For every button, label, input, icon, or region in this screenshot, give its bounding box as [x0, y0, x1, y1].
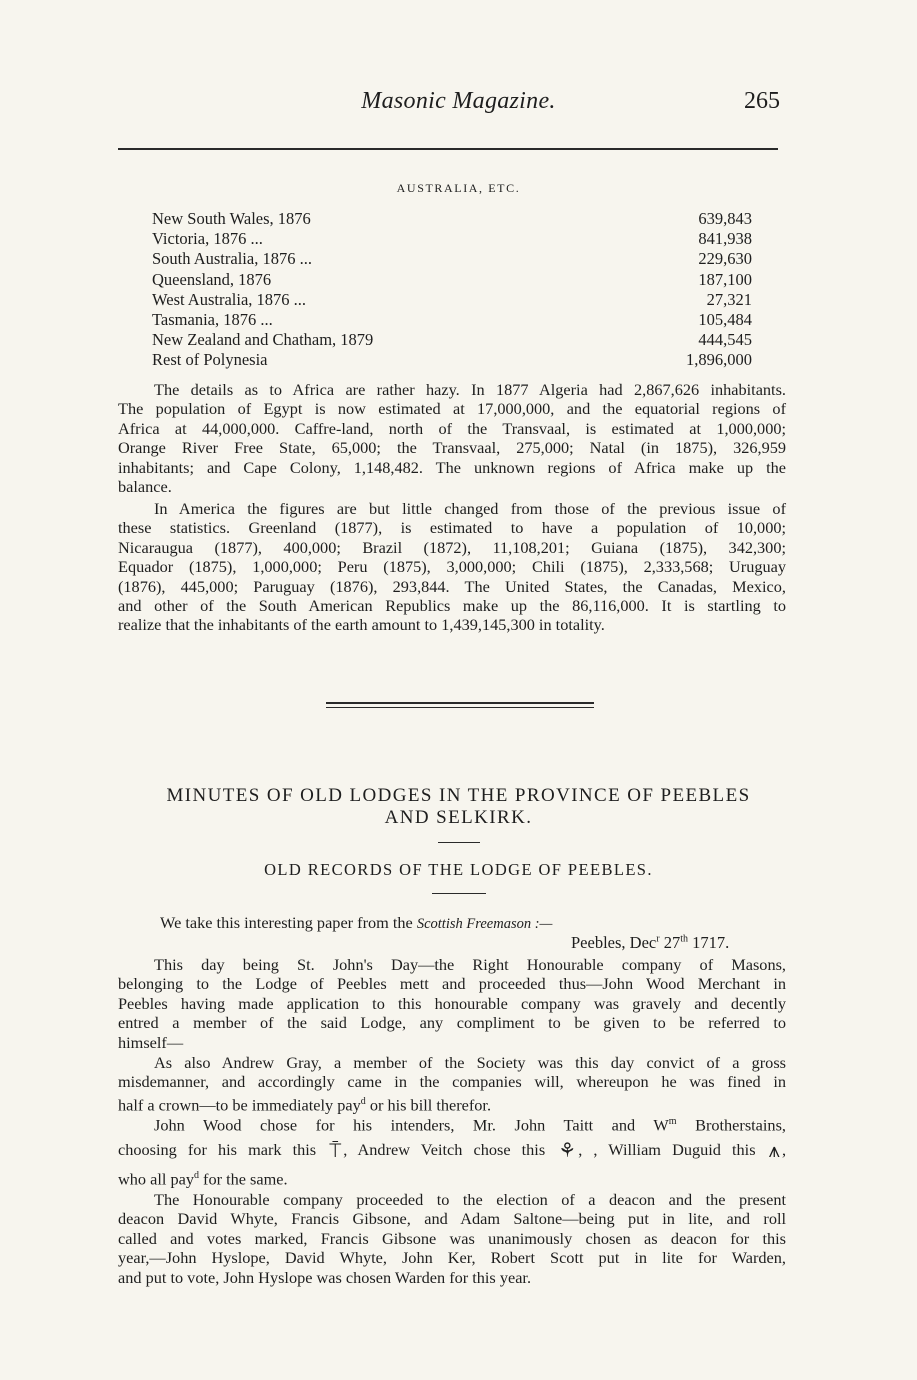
minutes-paragraph-3 [118, 1112, 786, 1189]
population-value: 27,321 [706, 289, 752, 309]
text-line: Nicaraugua (1877), 400,000; Brazil (1872), 11,108,201; Guiana (1875), 342,300; [118, 537, 786, 557]
text-line: these statistics. Greenland (1877), is estimated to have a population of 10,000; [118, 518, 786, 538]
region-name: Tasmania, 1876 ... [152, 309, 273, 329]
region-name: New Zealand and Chatham, 1879 [152, 330, 374, 350]
text-line: entred a member of the said Lodge, any compliment to be given to be referred to [118, 1013, 786, 1033]
text-line: The details as to Africa are rather hazy. In 1877 Algeria had 2,867,626 inhabitants. [154, 380, 786, 399]
para3-sup: m [668, 1116, 677, 1127]
para2-sup: d [360, 1095, 366, 1107]
dateline-year: 1717. [687, 933, 730, 952]
text-line: Orange River Free State, 65,000; the Transvaal, 275,000; Natal (in 1875), 326,959 [118, 438, 786, 458]
section-divider-top [326, 702, 594, 704]
article-subheading: OLD RECORDS OF THE LODGE OF PEEBLES. [264, 860, 653, 879]
para3-text: , Andrew Veitch chose this [343, 1139, 546, 1159]
population-value: 105,484 [698, 309, 752, 329]
text-line: (1876), 445,000; Paruguay (1876), 293,844. The United States, the Canadas, Mexico, [118, 576, 786, 596]
table-row [152, 209, 752, 229]
text-line: belonging to the Lodge of Peebles mett and proceeded thus—John Wood Merchant in [118, 974, 786, 994]
text-line: Africa at 44,000,000. Caffre-land, north of the Transvaal, is estimated at 1,000,000; [118, 418, 786, 438]
para2-line: misdemanner, and accordingly came in the companies will, whereupon he was fined in [118, 1072, 786, 1092]
para3-text: , William Duguid this [593, 1139, 756, 1159]
text-line: balance. [118, 477, 172, 497]
text-line: Equador (1875), 1,000,000; Peru (1875), 3,000,000; Chili (1875), 2,333,568; Uruguay [118, 557, 786, 577]
para3-text-end: Brotherstains, [676, 1115, 786, 1135]
para3-line [118, 1166, 786, 1189]
text-line: The population of Egypt is now estimated at 17,000,000, and the equatorial regions of [118, 399, 786, 419]
table-row [152, 350, 752, 370]
text-line: This day being St. John's Day—the Right Honourable company of Masons, [154, 955, 786, 974]
para2-line: As also Andrew Gray, a member of the Society was this day convict of a gross [154, 1053, 786, 1072]
text-line: deacon David Whyte, Francis Gibsone, and Adam Saltone—being put in lite, and roll [118, 1209, 786, 1229]
para3-text: choosing for his mark this [118, 1139, 317, 1159]
para3-text: , [781, 1139, 787, 1159]
heading-short-rule [438, 842, 480, 843]
dateline-sup-day: th [680, 933, 688, 945]
page-number: 265 [744, 88, 780, 114]
dateline-sup-month: r [656, 933, 660, 945]
table-row [152, 270, 752, 290]
para3-line-marks: choosing for his mark this ⍑ , Andrew Veitch chose this ⚘ , , William Duguid this ⩚ , [118, 1135, 786, 1166]
article-heading-line2: AND SELKIRK. [384, 807, 533, 828]
dateline-place: Peebles, Dec [571, 933, 657, 952]
intro-text: We take this interesting paper from the [160, 913, 417, 932]
text-line: In America the figures are but little changed from those of the previous issue of [154, 499, 786, 518]
africa-paragraph [118, 380, 786, 496]
minutes-paragraph-2 [118, 1053, 786, 1115]
minutes-paragraph-1 [118, 955, 786, 1052]
text-line: and put to vote, John Hyslope was chosen Warden for this year. [118, 1267, 532, 1287]
running-header-title: Masonic Magazine. [361, 88, 556, 114]
region-name: Queensland, 1876 [152, 269, 272, 289]
para3-text: John Wood chose for his intenders, Mr. John Taitt and W [154, 1115, 669, 1135]
table-row [152, 249, 752, 269]
text-line: year,—John Hyslope, David Whyte, John Ker, Robert Scott put in lite for Warden, [118, 1248, 786, 1268]
region-name: Rest of Polynesia [152, 350, 268, 370]
region-name: New South Wales, 1876 [152, 209, 311, 228]
text-line: Peebles having made application to this honourable company was gravely and decently [118, 993, 786, 1013]
population-value: 841,938 [698, 229, 752, 249]
population-value: 1,896,000 [686, 350, 752, 370]
population-value: 639,843 [698, 209, 752, 228]
table-row [152, 330, 752, 350]
text-line: inhabitants; and Cape Colony, 1,148,482. The unknown regions of Africa make up the [118, 457, 786, 477]
section-label: AUSTRALIA, ETC. [396, 181, 521, 195]
para3-sup: d [193, 1169, 199, 1181]
andrew-veitch-mark-icon: ⚘ [558, 1139, 577, 1162]
table-row [152, 229, 752, 249]
dateline [571, 933, 729, 953]
text-line: realize that the inhabitants of the earth amount to 1,439,145,300 in totality. [118, 615, 605, 635]
para3-line [118, 1112, 786, 1135]
para2-text-end: or his bill therefor. [365, 1095, 492, 1115]
region-name: West Australia, 1876 ... [152, 289, 307, 309]
section-divider-bottom [326, 707, 594, 708]
population-table [152, 209, 752, 371]
text-line: called and votes marked, Francis Gibsone was unanimously chosen as deacon for this [118, 1228, 786, 1248]
america-paragraph [118, 499, 786, 635]
intro-source: Scottish Freemason :— [416, 916, 553, 932]
text-line: The Honourable company proceeded to the election of a deacon and the present [154, 1190, 786, 1209]
para3-text: who all pay [118, 1169, 194, 1189]
population-value: 444,545 [698, 330, 752, 350]
population-value: 229,630 [698, 249, 752, 269]
table-row [152, 290, 752, 310]
para2-text: half a crown—to be immediately pay [118, 1095, 361, 1115]
header-rule [118, 148, 778, 150]
william-duguid-mark-icon: ⩚ [768, 1139, 780, 1162]
para3-text-end: for the same. [198, 1169, 288, 1189]
dateline-day: 27 [659, 933, 681, 952]
region-name: South Australia, 1876 ... [152, 249, 312, 269]
john-wood-mark-icon: ⍑ [329, 1139, 342, 1162]
population-value: 187,100 [698, 269, 752, 289]
region-name: Victoria, 1876 ... [152, 229, 263, 249]
subheading-short-rule [432, 893, 486, 894]
intro-line [160, 913, 760, 934]
article-heading-line1: MINUTES OF OLD LODGES IN THE PROVINCE OF PEEBLES [166, 785, 751, 806]
text-line: himself— [118, 1032, 184, 1052]
minutes-paragraph-4 [118, 1190, 786, 1287]
table-row [152, 310, 752, 330]
text-line: and other of the South American Republics make up the 86,116,000. It is startling to [118, 596, 786, 616]
